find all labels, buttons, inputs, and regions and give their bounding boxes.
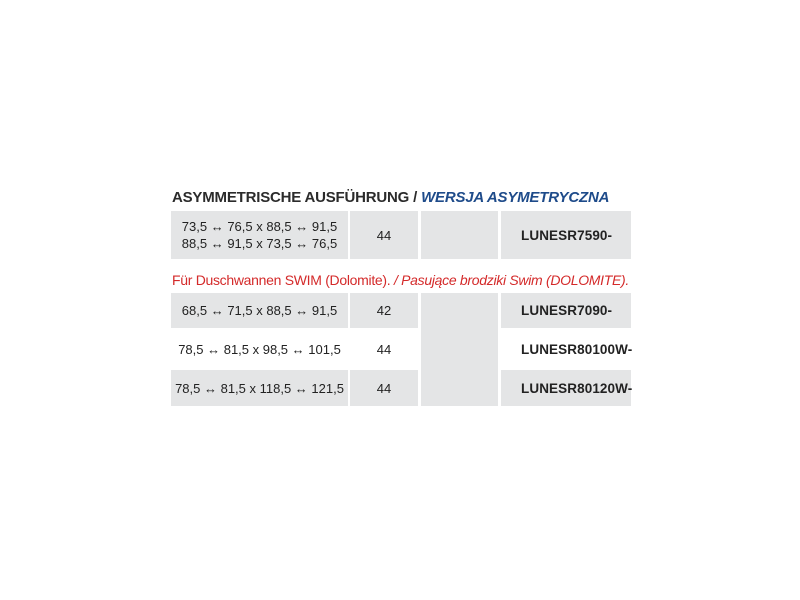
heading-pl: WERSJA ASYMETRYCZNA <box>421 189 610 206</box>
subheading-pl: Pasujące brodziki Swim (DOLOMITE). <box>401 272 629 288</box>
table1-row1-dims <box>171 211 348 259</box>
table2-row2-value: 44 <box>350 332 418 367</box>
heading-de: ASYMMETRISCHE AUSFÜHRUNG <box>172 189 410 206</box>
table1-row1-value: 44 <box>350 211 418 259</box>
table2-empty-column <box>421 293 498 406</box>
dims-line-1: 73,5 ↔ 76,5 x 88,5 ↔ 91,5 <box>181 219 338 234</box>
subheading-de: Für Duschwannen SWIM (Dolomite). <box>172 272 391 288</box>
table2-row2-dims: 78,5 ↔ 81,5 x 98,5 ↔ 101,5 <box>171 332 348 367</box>
table2-row1-value: 42 <box>350 293 418 328</box>
table2-row2-code: LUNESR80100W- <box>501 332 631 367</box>
table2-row3-code: LUNESR80120W- <box>501 370 631 406</box>
section-heading <box>172 188 609 208</box>
table2-row3-value: 44 <box>350 370 418 406</box>
table2-row1-dims: 68,5 ↔ 71,5 x 88,5 ↔ 91,5 <box>171 293 348 328</box>
subheading-separator: / <box>393 272 398 288</box>
section-subheading <box>172 270 629 290</box>
heading-separator: / <box>413 189 418 206</box>
table2-row3-dims: 78,5 ↔ 81,5 x 118,5 ↔ 121,5 <box>171 370 348 406</box>
dims-line-2: 88,5 ↔ 91,5 x 73,5 ↔ 76,5 <box>181 236 338 251</box>
table1-empty-cell <box>421 211 498 259</box>
table1-row1-code: LUNESR7590- <box>501 211 631 259</box>
table2-row1-code: LUNESR7090- <box>501 293 631 328</box>
